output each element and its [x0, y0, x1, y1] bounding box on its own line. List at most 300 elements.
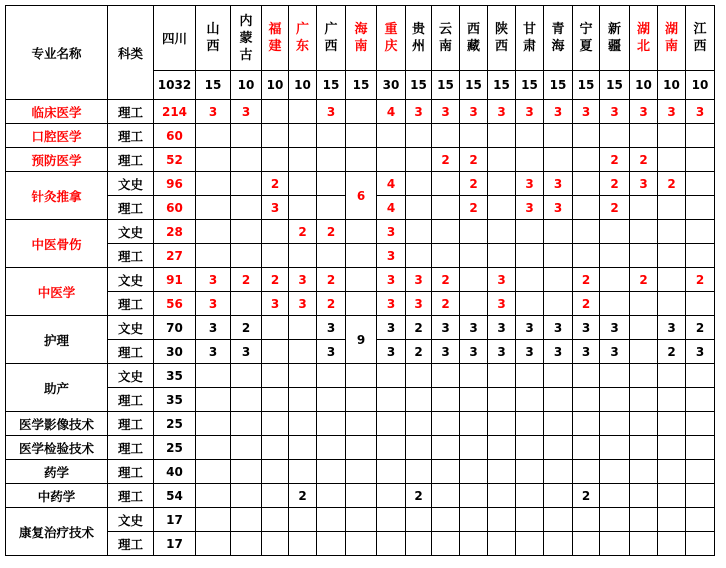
quota-cell — [432, 484, 460, 508]
quota-cell — [658, 220, 686, 244]
quota-cell — [600, 268, 630, 292]
quota-cell — [406, 148, 432, 172]
quota-cell: 3 — [544, 172, 573, 196]
quota-cell — [432, 124, 460, 148]
quota-cell: 3 — [377, 340, 406, 364]
quota-cell — [196, 508, 231, 532]
quota-cell — [346, 220, 377, 244]
major-name: 康复治疗技术 — [6, 508, 108, 556]
quota-cell — [262, 388, 289, 412]
quota-cell: 3 — [196, 316, 231, 340]
province-quota: 15 — [544, 71, 573, 100]
quota-cell — [573, 436, 600, 460]
quota-cell — [488, 244, 516, 268]
category-cell: 理工 — [108, 124, 154, 148]
quota-cell — [544, 268, 573, 292]
table-row — [6, 364, 715, 388]
quota-cell: 3 — [544, 316, 573, 340]
major-name: 医学影像技术 — [6, 412, 108, 436]
quota-cell — [377, 484, 406, 508]
province-header-char: 疆 — [607, 39, 621, 54]
table-row — [6, 124, 715, 148]
province-header-char: 广 — [324, 22, 338, 37]
province-quota: 15 — [346, 71, 377, 100]
province-header — [406, 6, 432, 71]
province-header — [573, 6, 600, 71]
quota-cell — [686, 532, 715, 556]
quota-cell — [231, 292, 262, 316]
table-row — [6, 244, 715, 268]
quota-cell — [544, 148, 573, 172]
sichuan-count: 35 — [154, 364, 196, 388]
province-header-char: 湖 — [664, 22, 678, 37]
quota-cell: 3 — [630, 100, 658, 124]
quota-cell: 2 — [231, 316, 262, 340]
quota-cell — [600, 460, 630, 484]
province-quota: 15 — [460, 71, 488, 100]
province-header — [658, 6, 686, 71]
quota-cell — [231, 148, 262, 172]
quota-cell — [262, 340, 289, 364]
quota-cell — [196, 412, 231, 436]
province-header — [432, 6, 460, 71]
quota-cell — [573, 220, 600, 244]
quota-cell: 2 — [630, 268, 658, 292]
quota-cell: 3 — [516, 172, 544, 196]
sichuan-count: 56 — [154, 292, 196, 316]
quota-cell — [573, 124, 600, 148]
quota-cell — [262, 148, 289, 172]
province-quota: 15 — [406, 71, 432, 100]
table-row — [6, 148, 715, 172]
quota-cell — [406, 532, 432, 556]
quota-cell — [516, 436, 544, 460]
quota-cell — [600, 412, 630, 436]
major-name: 临床医学 — [6, 100, 108, 124]
table-row — [6, 316, 715, 340]
quota-cell: 3 — [196, 268, 231, 292]
quota-cell — [658, 436, 686, 460]
sichuan-count: 25 — [154, 412, 196, 436]
quota-cell — [346, 124, 377, 148]
quota-cell — [289, 196, 317, 220]
quota-cell: 2 — [630, 148, 658, 172]
quota-cell — [544, 532, 573, 556]
quota-cell — [231, 244, 262, 268]
quota-cell: 3 — [289, 268, 317, 292]
quota-cell — [196, 388, 231, 412]
quota-cell — [488, 412, 516, 436]
quota-cell — [317, 364, 346, 388]
quota-cell: 3 — [488, 316, 516, 340]
quota-cell — [231, 436, 262, 460]
province-header-char: 北 — [636, 39, 650, 54]
quota-cell — [460, 532, 488, 556]
table-row — [6, 172, 715, 196]
quota-cell — [516, 484, 544, 508]
category-cell: 理工 — [108, 460, 154, 484]
table-row — [6, 388, 715, 412]
sichuan-count: 60 — [154, 124, 196, 148]
quota-cell — [686, 196, 715, 220]
quota-cell — [289, 412, 317, 436]
quota-cell — [630, 388, 658, 412]
quota-cell — [346, 148, 377, 172]
quota-cell — [686, 220, 715, 244]
province-header-char: 重 — [384, 22, 398, 37]
quota-cell — [406, 412, 432, 436]
quota-cell: 2 — [600, 172, 630, 196]
quota-cell — [432, 220, 460, 244]
quota-cell — [289, 532, 317, 556]
quota-cell — [573, 508, 600, 532]
quota-cell — [317, 436, 346, 460]
sichuan-count: 214 — [154, 100, 196, 124]
quota-cell — [406, 172, 432, 196]
quota-cell: 2 — [460, 172, 488, 196]
quota-cell — [262, 436, 289, 460]
quota-cell — [317, 388, 346, 412]
quota-cell — [460, 508, 488, 532]
quota-cell — [516, 532, 544, 556]
quota-cell: 2 — [317, 220, 346, 244]
quota-cell: 3 — [231, 100, 262, 124]
quota-cell — [196, 196, 231, 220]
quota-cell — [630, 340, 658, 364]
quota-cell: 2 — [317, 268, 346, 292]
quota-cell — [600, 220, 630, 244]
quota-cell — [460, 436, 488, 460]
quota-cell — [432, 364, 460, 388]
quota-cell — [658, 292, 686, 316]
quota-cell — [630, 508, 658, 532]
quota-cell: 3 — [600, 316, 630, 340]
quota-cell — [406, 244, 432, 268]
province-header — [544, 6, 573, 71]
quota-cell — [346, 244, 377, 268]
province-header-char: 海 — [354, 22, 368, 37]
quota-cell — [686, 484, 715, 508]
quota-cell — [630, 484, 658, 508]
quota-cell — [658, 412, 686, 436]
quota-cell: 3 — [573, 340, 600, 364]
quota-cell — [231, 172, 262, 196]
category-cell: 理工 — [108, 196, 154, 220]
category-cell: 文史 — [108, 508, 154, 532]
quota-cell — [544, 292, 573, 316]
table-row — [6, 292, 715, 316]
major-name: 药学 — [6, 460, 108, 484]
quota-cell — [346, 100, 377, 124]
quota-cell — [377, 124, 406, 148]
category-cell: 文史 — [108, 364, 154, 388]
province-header-char: 福 — [268, 22, 282, 37]
quota-cell — [573, 412, 600, 436]
quota-cell — [488, 388, 516, 412]
quota-cell — [289, 436, 317, 460]
province-header-char: 云 — [438, 22, 452, 37]
province-header-char: 新 — [607, 22, 621, 37]
quota-cell — [196, 172, 231, 196]
quota-cell: 3 — [432, 340, 460, 364]
quota-cell — [488, 460, 516, 484]
province-quota: 10 — [658, 71, 686, 100]
quota-cell — [516, 508, 544, 532]
quota-cell — [658, 532, 686, 556]
quota-cell — [231, 460, 262, 484]
province-header-char: 江 — [693, 22, 707, 37]
quota-cell — [262, 220, 289, 244]
quota-cell — [432, 388, 460, 412]
province-header-char: 南 — [438, 39, 452, 54]
quota-cell — [346, 532, 377, 556]
quota-cell — [573, 148, 600, 172]
quota-cell — [346, 268, 377, 292]
quota-cell — [516, 388, 544, 412]
quota-cell — [488, 124, 516, 148]
hainan-merged-count: 6 — [346, 172, 377, 220]
quota-cell — [460, 124, 488, 148]
quota-cell — [544, 436, 573, 460]
province-header-char: 州 — [411, 39, 425, 54]
quota-cell — [196, 124, 231, 148]
province-header-char: 内 — [239, 13, 253, 29]
quota-cell — [377, 532, 406, 556]
quota-cell — [488, 148, 516, 172]
sichuan-count: 70 — [154, 316, 196, 340]
quota-cell — [262, 460, 289, 484]
quota-cell — [686, 436, 715, 460]
quota-cell — [516, 460, 544, 484]
sichuan-count: 35 — [154, 388, 196, 412]
quota-cell — [573, 532, 600, 556]
province-header — [231, 6, 262, 71]
quota-cell — [289, 172, 317, 196]
quota-cell: 3 — [658, 316, 686, 340]
quota-cell — [317, 484, 346, 508]
quota-cell — [289, 508, 317, 532]
quota-cell — [630, 532, 658, 556]
quota-cell: 3 — [686, 100, 715, 124]
quota-cell: 2 — [600, 196, 630, 220]
province-header-char: 夏 — [579, 39, 593, 54]
quota-cell — [516, 412, 544, 436]
quota-cell: 2 — [262, 268, 289, 292]
province-quota: 10 — [686, 71, 715, 100]
sichuan-total: 1032 — [154, 71, 196, 100]
quota-cell — [317, 172, 346, 196]
quota-cell: 3 — [488, 268, 516, 292]
quota-cell: 3 — [231, 340, 262, 364]
quota-cell — [686, 364, 715, 388]
quota-cell — [600, 532, 630, 556]
province-header-char: 湖 — [636, 22, 650, 37]
table-row — [6, 436, 715, 460]
quota-cell — [630, 124, 658, 148]
quota-cell: 4 — [377, 172, 406, 196]
category-cell: 文史 — [108, 172, 154, 196]
quota-cell — [516, 292, 544, 316]
quota-cell — [406, 508, 432, 532]
table-row — [6, 460, 715, 484]
province-header — [262, 6, 289, 71]
quota-cell: 3 — [630, 172, 658, 196]
major-name: 护理 — [6, 316, 108, 364]
quota-cell — [406, 436, 432, 460]
quota-cell — [488, 196, 516, 220]
quota-cell: 3 — [196, 340, 231, 364]
quota-cell — [432, 412, 460, 436]
quota-cell — [686, 292, 715, 316]
quota-cell — [516, 148, 544, 172]
table-row — [6, 484, 715, 508]
quota-cell: 3 — [573, 100, 600, 124]
quota-cell — [317, 508, 346, 532]
major-name: 针灸推拿 — [6, 172, 108, 220]
quota-cell: 3 — [460, 316, 488, 340]
category-cell: 理工 — [108, 340, 154, 364]
quota-cell: 2 — [460, 148, 488, 172]
province-header-char: 西 — [324, 39, 338, 54]
sichuan-count: 54 — [154, 484, 196, 508]
quota-cell — [686, 148, 715, 172]
quota-cell: 3 — [317, 100, 346, 124]
major-name: 助产 — [6, 364, 108, 412]
quota-cell — [196, 484, 231, 508]
province-quota: 30 — [377, 71, 406, 100]
quota-cell — [600, 436, 630, 460]
province-quota: 10 — [262, 71, 289, 100]
quota-cell: 3 — [432, 100, 460, 124]
province-quota: 10 — [289, 71, 317, 100]
quota-cell — [432, 196, 460, 220]
province-quota: 15 — [600, 71, 630, 100]
quota-cell: 3 — [516, 340, 544, 364]
quota-cell — [317, 244, 346, 268]
quota-cell — [346, 508, 377, 532]
quota-cell — [262, 508, 289, 532]
quota-cell — [573, 460, 600, 484]
quota-cell — [377, 148, 406, 172]
quota-cell — [658, 244, 686, 268]
enrollment-table — [5, 5, 715, 556]
quota-cell — [630, 460, 658, 484]
quota-cell — [346, 460, 377, 484]
category-cell: 理工 — [108, 292, 154, 316]
quota-cell: 3 — [516, 100, 544, 124]
province-quota: 15 — [573, 71, 600, 100]
major-name: 中药学 — [6, 484, 108, 508]
quota-cell — [488, 436, 516, 460]
quota-cell — [658, 364, 686, 388]
quota-cell — [346, 292, 377, 316]
quota-cell — [406, 388, 432, 412]
province-header-char: 广 — [295, 22, 309, 37]
major-name: 口腔医学 — [6, 124, 108, 148]
quota-cell: 2 — [317, 292, 346, 316]
quota-cell — [600, 124, 630, 148]
quota-cell — [630, 196, 658, 220]
quota-cell: 2 — [289, 220, 317, 244]
quota-cell: 2 — [573, 292, 600, 316]
quota-cell — [658, 148, 686, 172]
province-quota: 15 — [432, 71, 460, 100]
quota-cell: 2 — [289, 484, 317, 508]
quota-cell — [196, 532, 231, 556]
major-name: 医学检验技术 — [6, 436, 108, 460]
quota-cell — [686, 412, 715, 436]
quota-cell — [460, 292, 488, 316]
sichuan-header: 四川 — [154, 6, 196, 71]
quota-cell — [196, 436, 231, 460]
category-cell: 理工 — [108, 148, 154, 172]
province-header-char: 甘 — [522, 22, 536, 37]
quota-cell — [658, 508, 686, 532]
quota-cell — [573, 172, 600, 196]
sichuan-count: 52 — [154, 148, 196, 172]
quota-cell: 3 — [600, 340, 630, 364]
quota-cell — [460, 244, 488, 268]
table-row — [6, 268, 715, 292]
quota-cell: 3 — [686, 340, 715, 364]
quota-cell — [573, 244, 600, 268]
quota-cell: 3 — [460, 340, 488, 364]
table-row — [6, 412, 715, 436]
quota-cell — [346, 436, 377, 460]
quota-cell — [658, 124, 686, 148]
quota-cell: 3 — [196, 292, 231, 316]
quota-cell — [544, 220, 573, 244]
quota-cell — [289, 244, 317, 268]
sichuan-count: 25 — [154, 436, 196, 460]
quota-cell — [600, 244, 630, 268]
quota-cell: 2 — [231, 268, 262, 292]
quota-cell — [544, 484, 573, 508]
quota-cell — [432, 436, 460, 460]
province-header-char: 陕 — [494, 22, 508, 37]
province-header — [488, 6, 516, 71]
quota-cell — [488, 508, 516, 532]
quota-cell — [231, 220, 262, 244]
quota-cell — [262, 100, 289, 124]
quota-cell — [488, 172, 516, 196]
enrollment-plan-table — [5, 5, 715, 556]
header-row-provinces — [6, 6, 715, 71]
quota-cell — [630, 244, 658, 268]
quota-cell — [516, 244, 544, 268]
province-header-char: 建 — [268, 39, 282, 54]
quota-cell — [317, 412, 346, 436]
quota-cell — [262, 244, 289, 268]
province-quota: 10 — [231, 71, 262, 100]
quota-cell — [231, 412, 262, 436]
province-header — [630, 6, 658, 71]
quota-cell — [460, 484, 488, 508]
quota-cell — [289, 460, 317, 484]
quota-cell — [460, 268, 488, 292]
quota-cell — [460, 460, 488, 484]
quota-cell — [262, 316, 289, 340]
quota-cell — [406, 460, 432, 484]
sichuan-count: 17 — [154, 508, 196, 532]
quota-cell — [460, 388, 488, 412]
province-header-char: 蒙 — [239, 30, 253, 46]
quota-cell — [630, 436, 658, 460]
table-row — [6, 508, 715, 532]
quota-cell: 2 — [460, 196, 488, 220]
quota-cell — [317, 532, 346, 556]
quota-cell — [317, 196, 346, 220]
